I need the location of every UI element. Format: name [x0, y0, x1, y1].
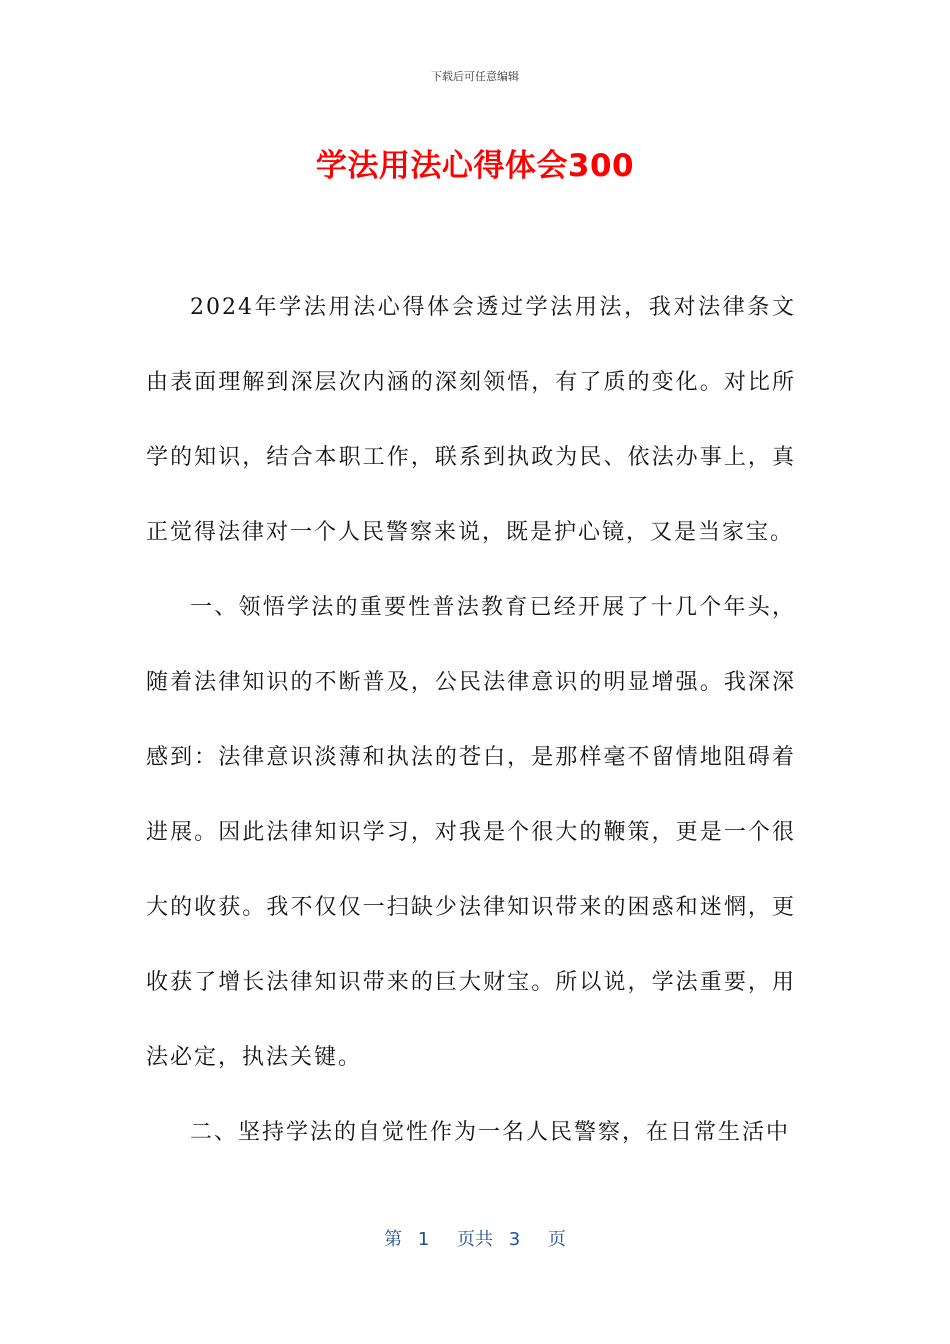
- footer-prefix: 第: [384, 1229, 403, 1250]
- paragraph-2: 一、领悟学法的重要性普法教育已经开展了十几个年头，随着法律知识的不断普及，公民法律意识的明显增强。我深深感到：法律意识淡薄和执法的苍白，是那样毫不留情地阻碍着进展。因此法律知识学习，对我是个很大的鞭策，更是一个很大的收获。我不仅仅一扫缺少法律知识带来的困惑和迷惘，更收获了增长法律知识带来的巨大财宝。所以说，学法重要，用法必定，执法关键。: [146, 595, 796, 1070]
- footer-current-page: 1: [417, 1229, 430, 1250]
- paragraph-1: 2024年学法用法心得体会透过学法用法，我对法律条文由表面理解到深层次内涵的深刻领悟，有了质的变化。对比所学的知识，结合本职工作，联系到执政为民、依法办事上，真正觉得法律对一个人民警察来说，既是护心镜，又是当家宝。: [146, 295, 796, 545]
- document-title: 学法用法心得体会300: [315, 148, 635, 184]
- footer-total-pages: 3: [508, 1229, 521, 1250]
- footer-suffix: 页: [547, 1229, 566, 1250]
- document-body: [146, 270, 796, 1170]
- footer-mid: 页共: [457, 1229, 493, 1250]
- paragraph-3: 二、坚持学法的自觉性作为一名人民警察，在日常生活中: [190, 1120, 791, 1145]
- page-footer: [0, 1225, 950, 1251]
- header-note: 下载后可任意编辑: [431, 70, 519, 83]
